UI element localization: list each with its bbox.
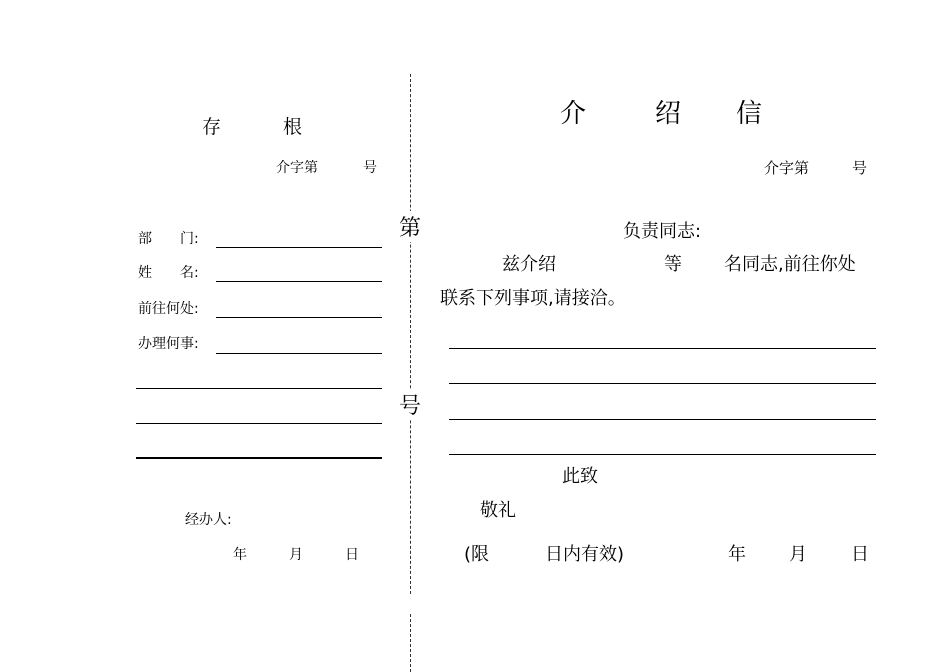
letter-intro-part-3: 名同志,前往你处 [724,254,856,275]
letter-blank-line-4[interactable] [449,454,876,455]
stub-label-matter: 办理何事: [138,336,199,352]
stub-handler-label: 经办人: [185,512,232,528]
cut-line-upper [410,74,411,594]
letter-title-char-1: 介 [560,99,587,129]
letter-number-suffix: 号 [852,159,868,177]
letter-blank-line-2[interactable] [449,383,876,384]
seam-char-hao: 号 [399,389,421,420]
cut-line-lower [410,614,411,672]
letter-validity-close: 日内有效) [545,544,625,565]
letter-blank-line-1[interactable] [449,348,876,349]
stub-line-name[interactable] [216,281,382,282]
letter-date-month: 月 [789,544,807,565]
stub-label-department: 部 门: [138,231,199,247]
stub-line-department[interactable] [216,247,382,248]
letter-date-year: 年 [728,544,746,565]
stub-date-year: 年 [233,547,247,563]
stub-label-name: 姓 名: [138,265,199,281]
letter-intro-part-1: 兹介绍 [502,254,556,275]
stub-date-month: 月 [289,547,303,563]
letter-closing-cizhi: 此致 [562,466,598,487]
stub-line-destination[interactable] [216,317,382,318]
letter-date-day: 日 [851,544,869,565]
stub-blank-line-1[interactable] [136,388,382,389]
stub-label-destination: 前往何处: [138,301,199,317]
stub-title-char-1: 存 [202,116,222,138]
letter-validity-open: (限 [464,544,490,565]
stub-line-matter[interactable] [216,353,382,354]
stub-title-char-2: 根 [283,116,303,138]
letter-blank-line-3[interactable] [449,419,876,420]
letter-number-prefix: 介字第 [764,159,810,177]
stub-date-day: 日 [345,547,359,563]
stub-blank-line-3[interactable] [136,457,382,459]
letter-intro-line-2: 联系下列事项,请接洽。 [440,288,626,309]
letter-closing-jingli: 敬礼 [480,500,516,521]
stub-blank-line-2[interactable] [136,423,382,424]
stub-number-suffix: 号 [363,160,377,176]
letter-salutation: 负责同志: [623,221,702,242]
letter-title-char-3: 信 [736,99,763,129]
letter-title-char-2: 绍 [655,99,682,129]
stub-number-prefix: 介字第 [276,160,318,176]
letter-intro-part-2: 等 [664,254,682,275]
seam-char-di: 第 [399,211,421,242]
